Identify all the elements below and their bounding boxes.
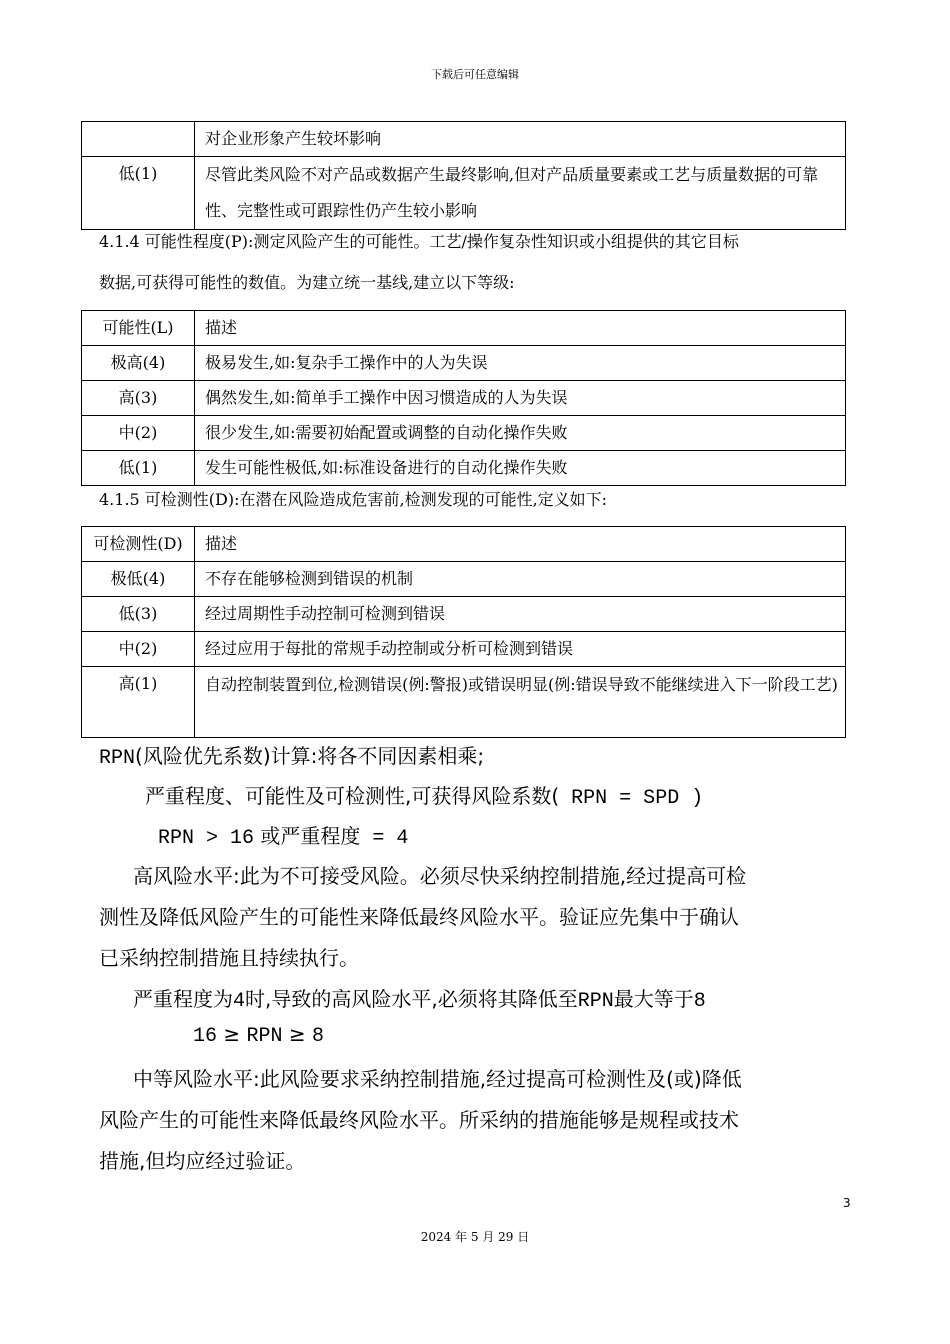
desc-cell: 尽管此类风险不对产品或数据产生最终影响,但对产品质量要素或工艺与质量数据的可靠性、完整性或可跟踪性仍产生较小影响 — [195, 157, 846, 230]
rpn-line-2-text: 严重程度、可能性及可检测性,可获得风险系数( — [145, 784, 560, 808]
table-header-row — [82, 527, 846, 562]
desc-cell: 发生可能性极低,如:标准设备进行的自动化操作失败 — [195, 451, 846, 486]
section-d-heading: 4.1.5 可检测性(D):在潜在风险造成危害前,检测发现的可能性,定义如下: — [99, 490, 608, 509]
table-row — [82, 451, 846, 486]
severity-table — [81, 121, 846, 230]
severity-equals: = 4 — [360, 827, 409, 850]
severity-4-text-c: 最大等于 — [613, 987, 694, 1011]
table-row — [82, 667, 846, 738]
rpn-range-line — [193, 1022, 324, 1048]
level-cell: 极高(4) — [82, 346, 195, 381]
range-op-2: ≥ — [288, 1022, 306, 1046]
column-header: 描述 — [195, 527, 846, 562]
rpn-code: RPN — [99, 747, 136, 770]
table-row — [82, 346, 846, 381]
medium-risk-line-2: 风险产生的可能性来降低最终风险水平。所采纳的措施能够是规程或技术 — [99, 1108, 739, 1132]
desc-cell: 对企业形象产生较坏影响 — [195, 122, 846, 157]
severity-4-number-2: 8 — [693, 990, 706, 1013]
high-risk-line-1: 高风险水平:此为不可接受风险。必须尽快采纳控制措施,经过提高可检 — [133, 864, 747, 888]
rpn-threshold: RPN > 16 — [158, 827, 255, 850]
severity-4-text-a: 严重程度为 — [133, 987, 233, 1011]
table-row — [82, 416, 846, 451]
severity-4-code: RPN — [577, 990, 614, 1013]
severity-4-text-b: 时,导致的高风险水平,必须将其降低至 — [245, 987, 578, 1011]
column-header: 可检测性(D) — [82, 527, 195, 562]
high-risk-line-3: 已采纳控制措施且持续执行。 — [99, 946, 359, 970]
level-cell: 中(2) — [82, 416, 195, 451]
medium-risk-line-3: 措施,但均应经过验证。 — [99, 1149, 306, 1173]
level-cell: 高(3) — [82, 381, 195, 416]
level-cell: 低(3) — [82, 597, 195, 632]
desc-cell: 经过周期性手动控制可检测到错误 — [195, 597, 846, 632]
level-cell — [82, 122, 195, 157]
range-lower: 8 — [312, 1025, 325, 1048]
rpn-line-3-text: 或严重程度 — [260, 824, 361, 848]
desc-cell: 不存在能够检测到错误的机制 — [195, 562, 846, 597]
severity-4-number: 4 — [233, 990, 246, 1013]
section-p-line2: 数据,可获得可能性的数值。为建立统一基线,建立以下等级: — [99, 273, 515, 292]
table-row — [82, 562, 846, 597]
detectability-table — [81, 526, 846, 738]
table-row — [82, 122, 846, 157]
desc-cell: 极易发生,如:复杂手工操作中的人为失误 — [195, 346, 846, 381]
page-header: 下载后可任意编辑 — [431, 68, 519, 81]
table-row — [82, 632, 846, 667]
severity-4-line — [133, 983, 706, 1013]
table-row — [82, 597, 846, 632]
footer-date: 2024 年 5 月 29 日 — [420, 1230, 530, 1244]
column-header: 可能性(L) — [82, 311, 195, 346]
probability-table — [81, 310, 846, 486]
level-cell: 中(2) — [82, 632, 195, 667]
desc-cell: 自动控制装置到位,检测错误(例:警报)或错误明显(例:错误导致不能继续进入下一阶段工艺) — [195, 667, 846, 738]
level-cell: 高(1) — [82, 667, 195, 738]
rpn-line-3 — [158, 820, 408, 850]
table-row — [82, 381, 846, 416]
range-op-1: ≥ — [223, 1022, 241, 1046]
rpn-line-1 — [99, 740, 484, 770]
rpn-formula: RPN = SPD ) — [559, 787, 704, 810]
section-p-line1: 4.1.4 可能性程度(P):测定风险产生的可能性。工艺/操作复杂性知识或小组提供的其它目标 — [99, 232, 739, 251]
desc-cell: 很少发生,如:需要初始配置或调整的自动化操作失败 — [195, 416, 846, 451]
range-upper: 16 — [193, 1025, 218, 1048]
page-number: 3 — [843, 1196, 851, 1210]
range-code: RPN — [246, 1025, 283, 1048]
desc-cell: 偶然发生,如:简单手工操作中因习惯造成的人为失误 — [195, 381, 846, 416]
high-risk-line-2: 测性及降低风险产生的可能性来降低最终风险水平。验证应先集中于确认 — [99, 905, 739, 929]
desc-cell: 经过应用于每批的常规手动控制或分析可检测到错误 — [195, 632, 846, 667]
medium-risk-line-1: 中等风险水平:此风险要求采纳控制措施,经过提高可检测性及(或)降低 — [133, 1067, 742, 1091]
rpn-line-1-text: (风险优先系数)计算:将各不同因素相乘; — [135, 744, 485, 768]
table-row — [82, 157, 846, 230]
column-header: 描述 — [195, 311, 846, 346]
level-cell: 低(1) — [82, 451, 195, 486]
level-cell: 极低(4) — [82, 562, 195, 597]
level-cell: 低(1) — [82, 157, 195, 230]
rpn-line-2 — [145, 780, 703, 810]
table-header-row — [82, 311, 846, 346]
